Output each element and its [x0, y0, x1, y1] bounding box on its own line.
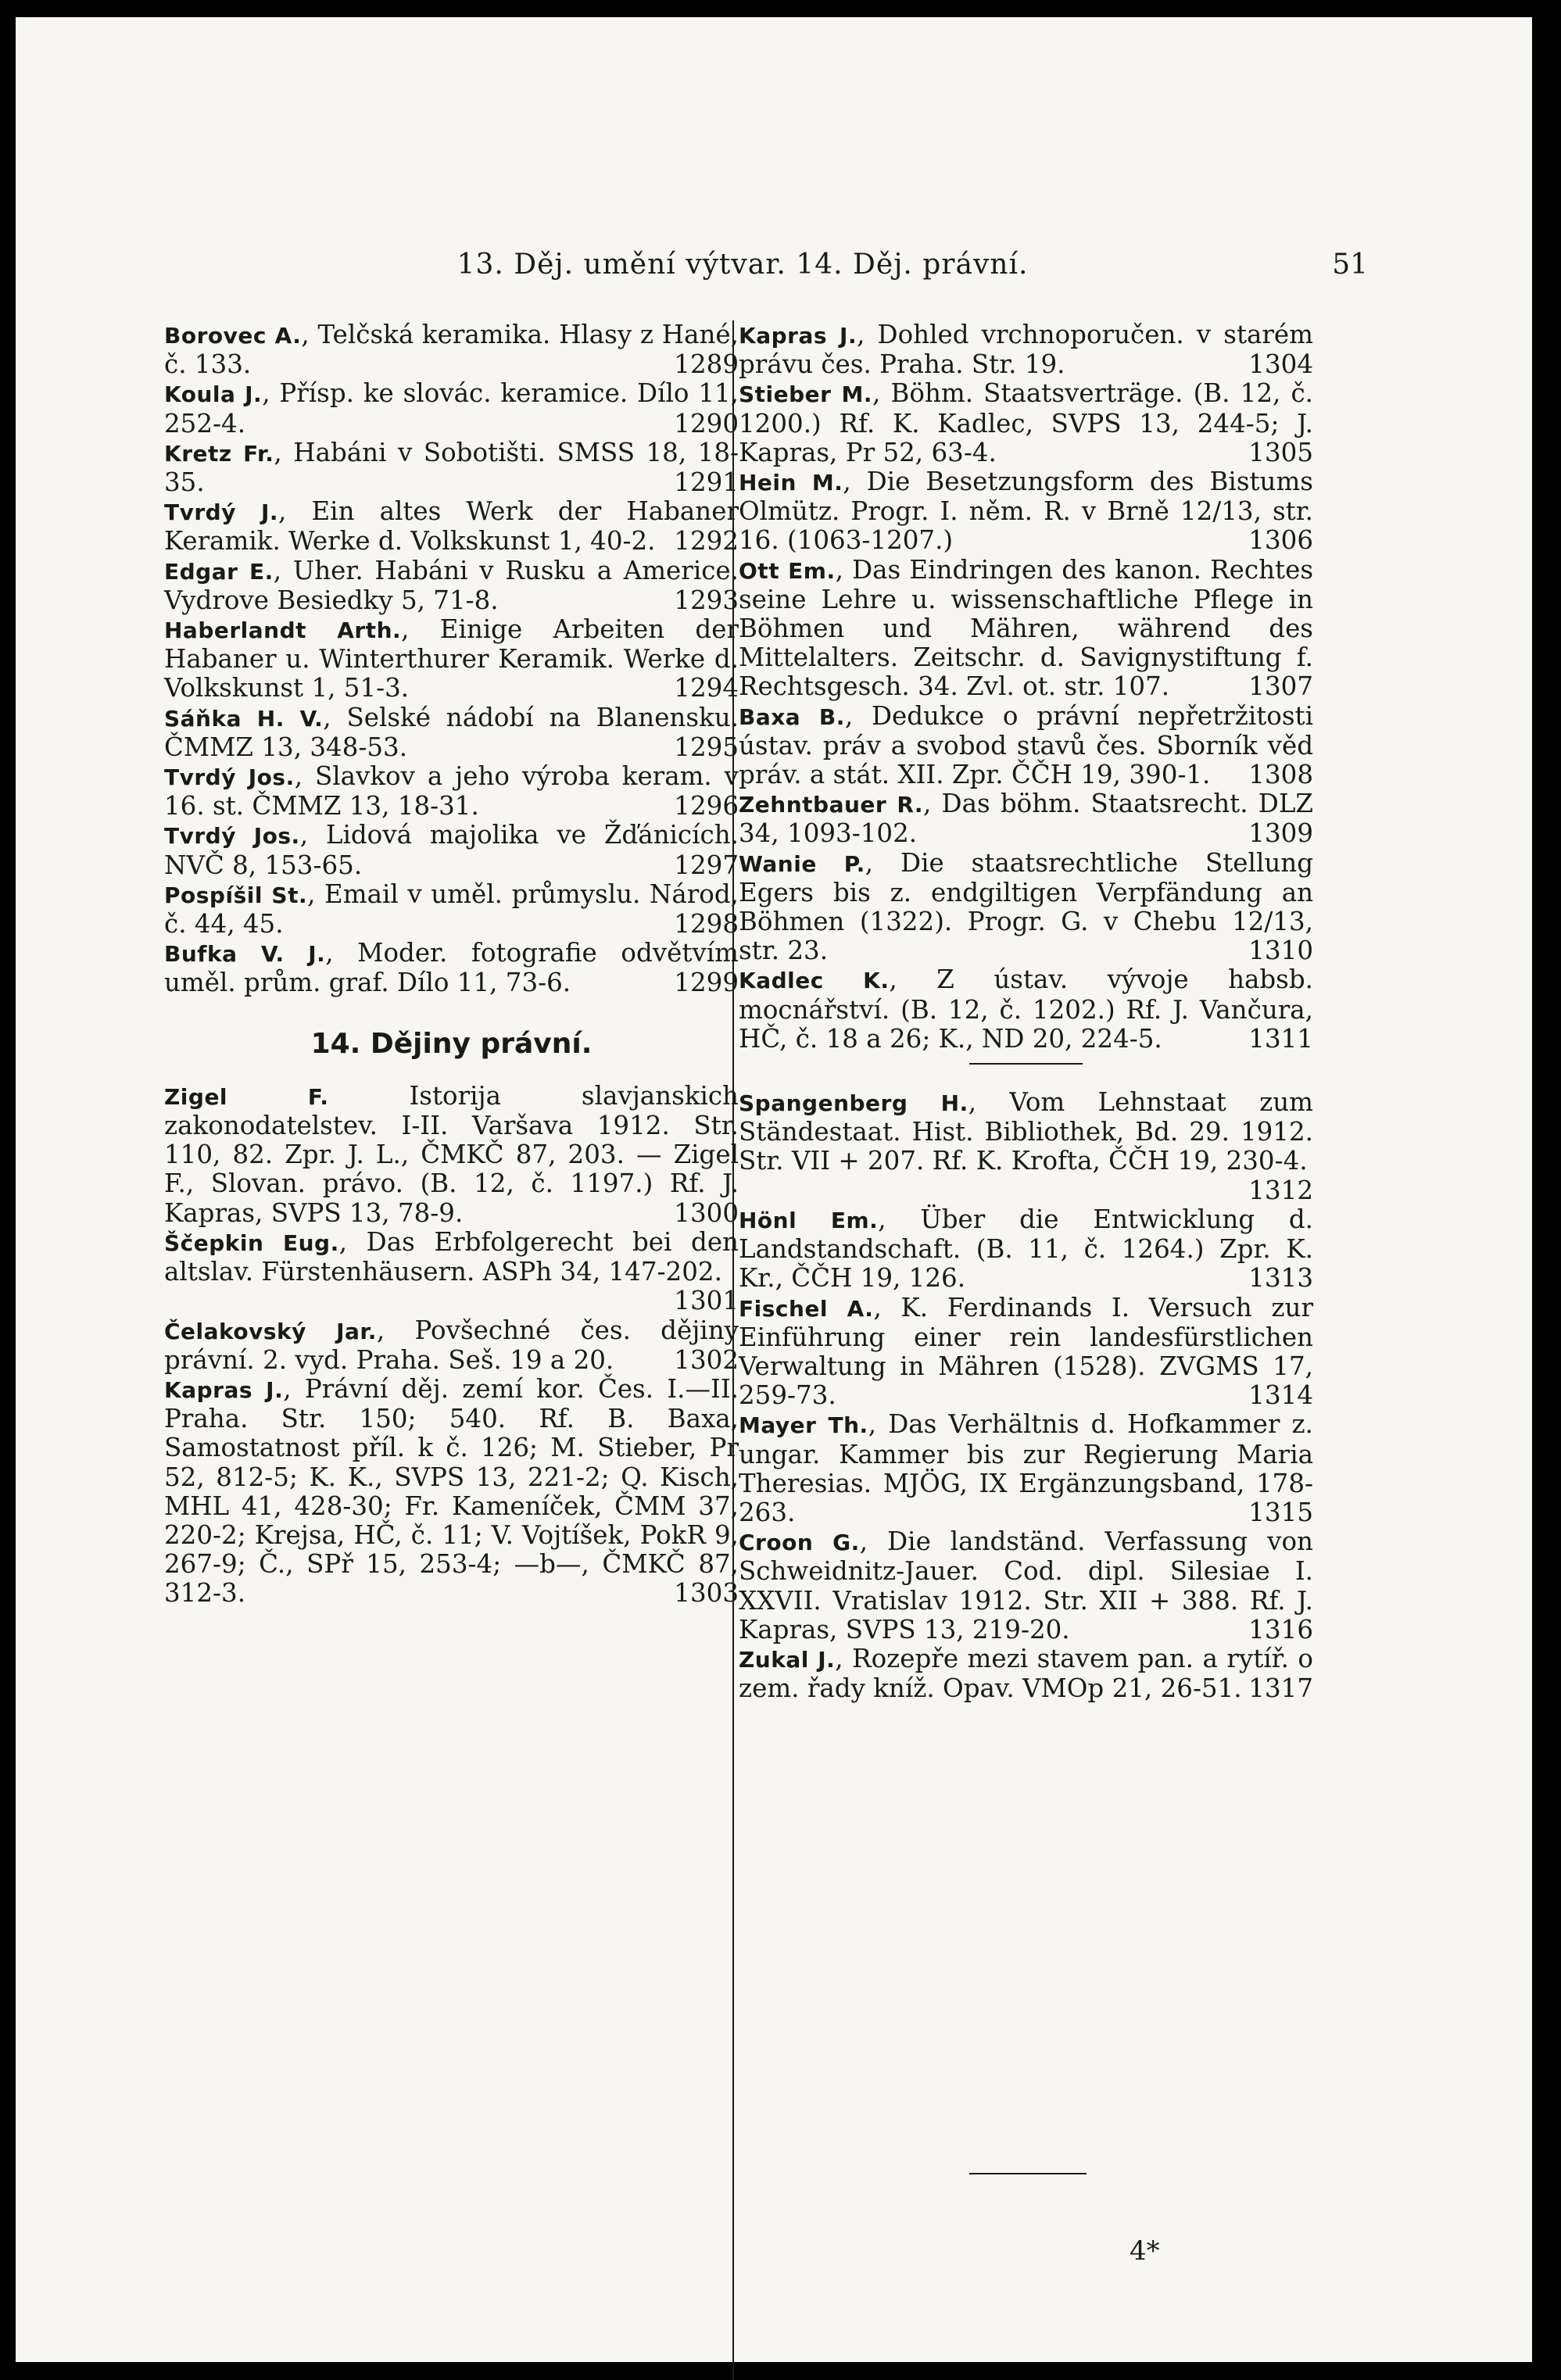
- bibliography-entry: [739, 965, 1313, 1054]
- entry-number: 1306: [1248, 525, 1313, 556]
- bibliography-entry: [739, 320, 1313, 379]
- entry-text: , Das Erbfolgerecht bei den altslav. Fürstenhäusern. ASPh 34, 147-202.: [164, 1226, 739, 1287]
- entry-text: , Über die Entwicklung d. Landstandschaft. (B. 11, č. 1264.) Zpr. K. Kr., ČČH 19, 126.: [739, 1204, 1313, 1294]
- bibliography-entry: [164, 1228, 739, 1316]
- entry-number: 1316: [1248, 1614, 1313, 1645]
- entry-text: , Vom Lehnstaat zum Ständestaat. Hist. Bibliothek, Bd. 29. 1912. Str. VII + 207. Rf. K. Krofta, ČČH 19, 230-4.: [739, 1087, 1313, 1176]
- entry-number: 1296: [674, 791, 739, 821]
- bibliography-entry: [164, 320, 739, 379]
- entry-author: Ott Em.: [739, 557, 836, 584]
- entry-number: 1312: [1248, 1175, 1313, 1205]
- bibliography-entry: [739, 379, 1313, 467]
- entry-number: 1294: [674, 673, 739, 703]
- entry-list-right-a: [739, 320, 1313, 1054]
- left-column: [164, 320, 739, 1609]
- entry-number: 1315: [1248, 1497, 1313, 1527]
- bibliography-entry: [739, 1645, 1313, 1703]
- entry-text: , Uher. Habáni v Rusku a Americe. Vydrove Besiedky 5, 71-8.: [164, 555, 739, 615]
- entry-author: Haberlandt Arth.: [164, 617, 402, 644]
- entry-author: Pospíšil St.: [164, 882, 308, 908]
- entry-text: , Rozepře mezi stavem pan. a rytíř. o zem. řady kníž. Opav. VMOp 21, 26-51.: [739, 1643, 1313, 1704]
- entry-text: , Právní děj. zemí kor. Čes. I.—II. Praha. Str. 150; 540. Rf. B. Baxa, Samostatnost příl. k č. 126; M. Stieber, Pr 52, 812-5; K. K., SVPS 13, 221-2; Q. Kisch, MHL 41, 428-30; Fr. Kameníček, ČMM 37, 220-2; Krejsa, HČ, č. 11; V. Vojtíšek, PokR 9, 267-9; Č., SPř 15, 253-4; —b—, ČMKČ 87, 312-3.: [164, 1373, 739, 1609]
- entry-author: Kretz Fr.: [164, 440, 274, 467]
- bibliography-entry: [739, 1410, 1313, 1527]
- entry-text: , Moder. fotografie odvětvím uměl. prům. graf. Dílo 11, 73-6.: [164, 938, 739, 998]
- entry-number: 1313: [1248, 1263, 1313, 1294]
- entry-author: Zehntbauer R.: [739, 792, 924, 818]
- entry-author: Čelakovský Jar.: [164, 1318, 377, 1344]
- bibliography-entry: [164, 615, 739, 703]
- entry-number: 1310: [1248, 936, 1313, 966]
- right-column: [739, 320, 1313, 1703]
- bibliography-entry: [164, 557, 739, 615]
- entry-author: Ščepkin Eug.: [164, 1229, 339, 1256]
- entry-number: 1292: [674, 526, 739, 557]
- bibliography-entry: [739, 1205, 1313, 1294]
- entry-author: Edgar E.: [164, 558, 274, 585]
- entry-number: 1295: [674, 732, 739, 762]
- entry-author: Sáňka H. V.: [164, 705, 324, 732]
- entry-text: , K. Ferdinands I. Versuch zur Einführung einer rein landesfürstlichen Verwaltung in Mähren (1528). ZVGMS 17, 259-73.: [739, 1292, 1313, 1411]
- entry-text: , Email v uměl. průmyslu. Národ, č. 44, 45.: [164, 879, 739, 939]
- entry-text: , Die Besetzungsform des Bistums Olmütz. Progr. I. něm. R. v Brně 12/13, str. 16. (1063-1207.): [739, 467, 1313, 556]
- entry-number: 1298: [674, 909, 739, 939]
- entry-author: Tvrdý Jos.: [164, 823, 300, 850]
- bibliography-entry: [164, 703, 739, 762]
- entry-author: Spangenberg H.: [739, 1090, 968, 1117]
- entry-number: 1314: [1248, 1380, 1313, 1411]
- entry-author: Zigel F.: [164, 1083, 329, 1110]
- entry-text: , Das Verhältnis d. Hofkammer z. ungar. Kammer bis zur Regierung Maria Theresias. MJÖG, IX Ergänzungsband, 178-263.: [739, 1409, 1313, 1527]
- bibliography-entry: [739, 1294, 1313, 1411]
- entry-text: , Z ústav. vývoje habsb. mocnářství. (B. 12, č. 1202.) Rf. J. Vančura, HČ, č. 18 a 26; K., ND 20, 224-5.: [739, 965, 1313, 1054]
- entry-author: Tvrdý Jos.: [164, 764, 295, 791]
- entry-text: , Die landständ. Verfassung von Schweidnitz-Jauer. Cod. dipl. Silesiae I. XXVII. Vratislav 1912. Str. XII + 388. Rf. J. Kapras, SVPS 13, 219-20.: [739, 1526, 1313, 1645]
- bibliography-entry: [739, 467, 1313, 556]
- bibliography-entry: [739, 1088, 1313, 1205]
- entry-author: Zukal J.: [739, 1646, 836, 1673]
- entry-text: , Ein altes Werk der Habaner Keramik. Werke d. Volkskunst 1, 40-2.: [164, 496, 739, 557]
- entry-list-left-a: [164, 320, 739, 998]
- entry-text: , Das Eindringen des kanon. Rechtes seine Lehre u. wissenschaftliche Pflege in Böhmen und Mähren, während des Mittelalters. Zeitschr. d. Savignystiftung f. Rechtsgesch. 34. Zvl. ot. str. 107.: [739, 554, 1313, 702]
- bibliography-entry: [164, 1316, 739, 1375]
- entry-text: , Böhm. Staatsverträge. (B. 12, č. 1200.) Rf. K. Kadlec, SVPS 13, 244-5; J. Kapras, Pr 52, 63-4.: [739, 378, 1313, 467]
- entry-author: Hein M.: [739, 470, 843, 496]
- entry-number: 1307: [1248, 671, 1313, 702]
- entry-text: , Povšechné čes. dějiny právní. 2. vyd. Praha. Seš. 19 a 20.: [164, 1315, 739, 1375]
- entry-number: 1303: [674, 1578, 739, 1609]
- bibliography-entry: [164, 762, 739, 821]
- bibliography-entry: [739, 849, 1313, 966]
- entry-author: Baxa B.: [739, 703, 845, 730]
- entry-number: 1299: [674, 968, 739, 998]
- running-title: 13. Děj. umění výtvar. 14. Děj. právní.: [456, 249, 1029, 281]
- entry-number: 1308: [1248, 760, 1313, 790]
- entry-number: 1290: [674, 408, 739, 438]
- entry-author: Wanie P.: [739, 850, 865, 877]
- entry-author: Stieber M.: [739, 381, 873, 408]
- page-number: 51: [1332, 249, 1368, 281]
- entry-number: 1297: [674, 850, 739, 880]
- separator-rule: [969, 1063, 1083, 1065]
- entry-author: Borovec A.: [164, 323, 302, 349]
- entry-author: Hönl Em.: [739, 1207, 879, 1233]
- entry-number: 1304: [1248, 349, 1313, 380]
- entry-author: Bufka V. J.: [164, 941, 326, 968]
- bibliography-entry: [739, 1527, 1313, 1645]
- entry-text: Istorija slavjanskich zakonodatelstev. I-II. Varšava 1912. Str. 110, 82. Zpr. J. L., ČMKČ 87, 203. — Zigel F., Slovan. právo. (B. 12, č. 1197.) Rf. J. Kapras, SVPS 13, 78-9.: [164, 1080, 739, 1228]
- bibliography-entry: [164, 1082, 739, 1228]
- entry-author: Kadlec K.: [739, 968, 890, 994]
- entry-number: 1311: [1248, 1023, 1313, 1054]
- signature-mark: 4*: [1130, 2235, 1160, 2267]
- entry-author: Croon G.: [739, 1530, 860, 1556]
- entry-author: Fischel A.: [739, 1295, 874, 1322]
- bibliography-entry: [164, 497, 739, 556]
- entry-number: 1289: [674, 349, 739, 380]
- entry-text: , Das böhm. Staatsrecht. DLZ 34, 1093-102.: [739, 789, 1313, 849]
- bibliography-entry: [164, 880, 739, 939]
- bibliography-entry: [164, 438, 739, 497]
- bibliography-entry: [164, 939, 739, 997]
- entry-text: , Slavkov a jeho výroba keram. v 16. st. ČMMZ 13, 18-31.: [164, 761, 739, 821]
- entry-author: Tvrdý J.: [164, 499, 279, 526]
- entry-text: , Habáni v Sobotišti. SMSS 18, 18-35.: [164, 437, 739, 498]
- bibliography-entry: [164, 379, 739, 438]
- entry-number: 1309: [1248, 818, 1313, 849]
- entry-number: 1300: [674, 1197, 739, 1228]
- entry-author: Kapras J.: [739, 323, 857, 349]
- entry-list-left-b: [164, 1082, 739, 1609]
- running-header: [164, 249, 1368, 295]
- entry-author: Mayer Th.: [739, 1412, 868, 1439]
- entry-text: , Einige Arbeiten der Habaner u. Winterthurer Keramik. Werke d. Volkskunst 1, 51-3.: [164, 614, 739, 703]
- entry-number: 1317: [1248, 1673, 1313, 1704]
- bibliography-entry: [739, 702, 1313, 790]
- entry-text: , Přísp. ke slovác. keramice. Dílo 11, 252-4.: [164, 378, 739, 438]
- entry-text: , Die staatsrechtliche Stellung Egers bis z. endgiltigen Verpfändung an Böhmen (1322). Progr. G. v Chebu 12/13, str. 23.: [739, 847, 1313, 966]
- bibliography-entry: [164, 821, 739, 879]
- bibliography-entry: [739, 789, 1313, 848]
- entry-text: , Lidová majolika ve Žďánicích. NVČ 8, 153-65.: [164, 820, 739, 880]
- entry-number: 1301: [674, 1286, 739, 1316]
- bibliography-entry: [164, 1375, 739, 1609]
- entry-number: 1293: [674, 585, 739, 615]
- footer-rule: [969, 2173, 1087, 2174]
- entry-number: 1305: [1248, 437, 1313, 467]
- entry-text: , Telčská keramika. Hlasy z Hané, č. 133.: [164, 320, 739, 380]
- entry-list-right-b: [739, 1088, 1313, 1703]
- entry-text: , Dedukce o právní nepřetržitosti ústav. práv a svobod stavů čes. Sborník věd práv. a stát. XII. Zpr. ČČH 19, 390-1.: [739, 700, 1313, 790]
- bibliography-entry: [739, 556, 1313, 702]
- entry-number: 1302: [674, 1344, 739, 1375]
- entry-number: 1291: [674, 467, 739, 498]
- section-title: 14. Dějiny právní.: [310, 1027, 593, 1060]
- entry-text: , Dohled vrchnoporučen. v starém právu čes. Praha. Str. 19.: [739, 320, 1313, 380]
- entry-author: Koula J.: [164, 381, 263, 408]
- entry-text: , Selské nádobí na Blanensku. ČMMZ 13, 348-53.: [164, 702, 739, 762]
- entry-author: Kapras J.: [164, 1376, 284, 1403]
